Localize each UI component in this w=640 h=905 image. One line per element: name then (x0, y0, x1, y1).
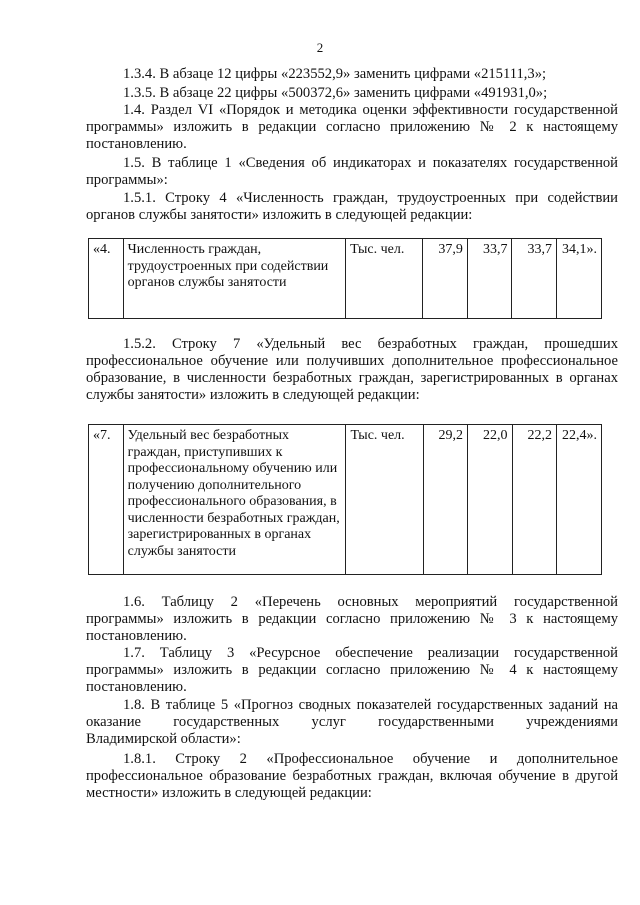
indicator-table-row-4 (88, 238, 602, 319)
row-number: «4. (89, 239, 124, 319)
clause-1-5: 1.5. В таблице 1 «Сведения об индикаторах и показателях государственной программы»: (86, 155, 618, 188)
indicator-table-row-7 (88, 424, 602, 575)
clause-1-8: 1.8. В таблице 5 «Прогноз сводных показателей государственных заданий на оказание государственных услуг государственными учреждениями Владимирской области»: (86, 697, 618, 747)
value-4: 34,1». (556, 239, 601, 319)
clause-1-7: 1.7. Таблицу 3 «Ресурсное обеспечение реализации государственной программы» изложить в редакции согласно приложению № 4 к настоящему постановлению. (86, 645, 618, 695)
clause-1-8-1: 1.8.1. Строку 2 «Профессиональное обучение и дополнительное профессиональное образование безработных граждан, включая обучение в другой местности» изложить в следующей редакции: (86, 751, 618, 801)
clause-1-4: 1.4. Раздел VI «Порядок и методика оценки эффективности государственной программы» изложить в редакции согласно приложению № 2 к настоящему постановлению. (86, 102, 618, 152)
clause-1-3-5: 1.3.5. В абзаце 22 цифры «500372,6» заменить цифрами «491931,0»; (123, 85, 548, 101)
row-number: «7. (89, 425, 124, 575)
indicator-name: Численность граждан, трудоустроенных при содействии органов службы занятости (123, 239, 345, 319)
value-3: 22,2 (512, 425, 556, 575)
clause-1-5-2: 1.5.2. Строку 7 «Удельный вес безработных граждан, прошедших профессиональное обучение или получивших дополнительное профессиональное образование, в численности безработных граждан, зарегистрированных в органах службы занятости» изложить в следующей редакции: (86, 336, 618, 403)
value-3: 33,7 (512, 239, 557, 319)
clause-1-6: 1.6. Таблицу 2 «Перечень основных мероприятий государственной программы» изложить в редакции согласно приложению № 3 к настоящему постановлению. (86, 594, 618, 644)
value-2: 33,7 (467, 239, 512, 319)
value-4: 22,4». (557, 425, 602, 575)
page-number: 2 (316, 40, 324, 55)
value-2: 22,0 (468, 425, 512, 575)
unit: Тыс. чел. (346, 239, 423, 319)
clause-1-5-1: 1.5.1. Строку 4 «Численность граждан, трудоустроенных при содействии органов службы занятости» изложить в следующей редакции: (86, 190, 618, 223)
value-1: 29,2 (423, 425, 467, 575)
indicator-name: Удельный вес безработных граждан, приступивших к профессиональному обучению или получению дополнительного профессионального образования, в численности безработных граждан, зарегистрированных в органах службы занятости (123, 425, 346, 575)
value-1: 37,9 (423, 239, 468, 319)
clause-1-3-4: 1.3.4. В абзаце 12 цифры «223552,9» заменить цифрами «215111,3»; (123, 66, 547, 82)
unit: Тыс. чел. (346, 425, 423, 575)
